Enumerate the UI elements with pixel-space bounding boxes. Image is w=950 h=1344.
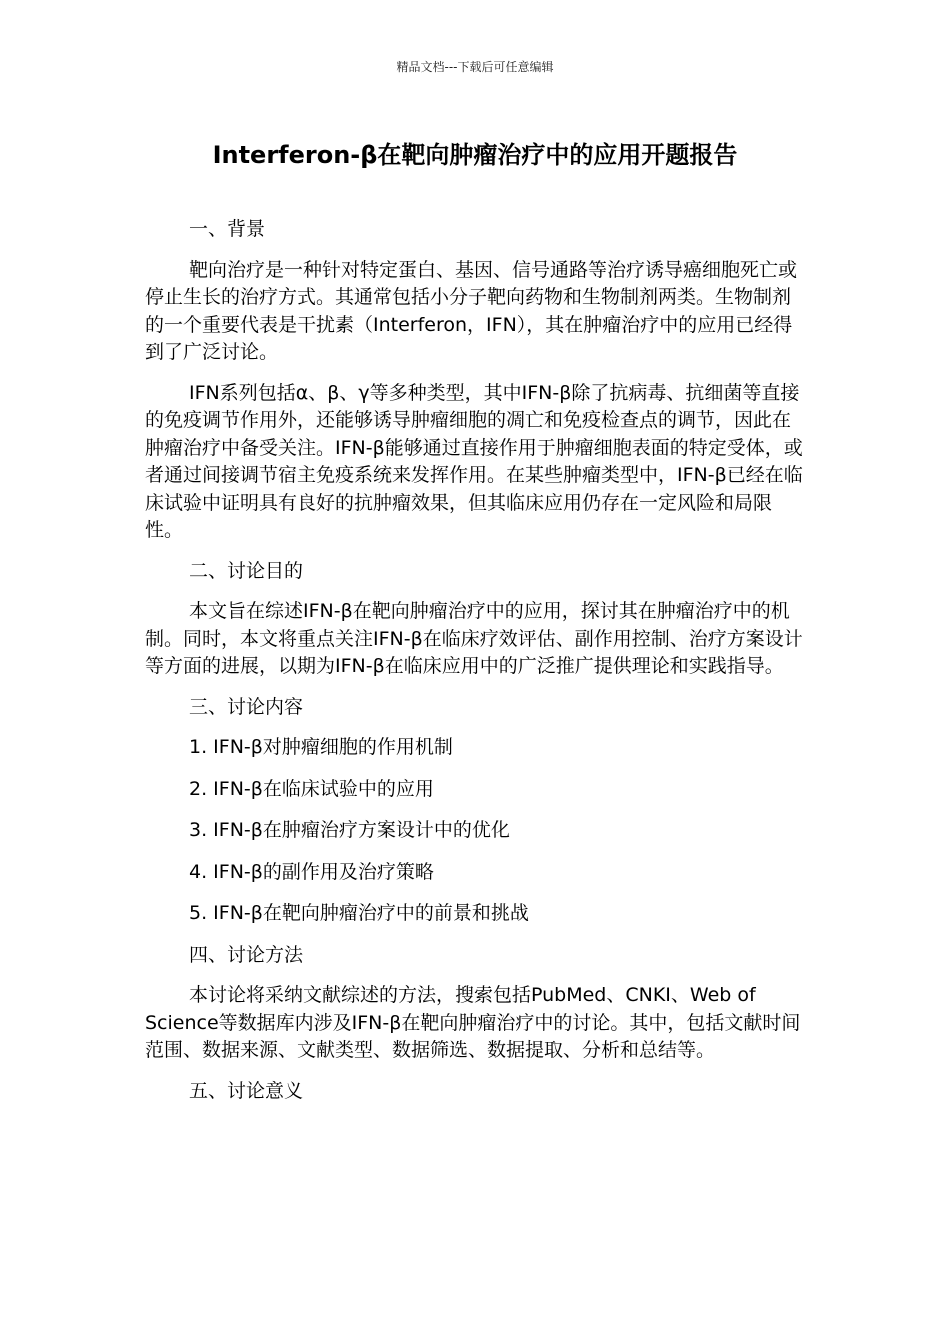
page-header: 精品文档---下载后可任意编辑 [396, 60, 554, 74]
content-list-item: 1. IFN-β对肿瘤细胞的作用机制 [189, 736, 453, 758]
section-heading-background: 一、背景 [189, 218, 266, 240]
content-list-item: 3. IFN-β在肿瘤治疗方案设计中的优化 [189, 819, 510, 841]
content-list-item: 4. IFN-β的副作用及治疗策略 [189, 860, 434, 883]
section-heading-significance: 五、讨论意义 [189, 1079, 304, 1102]
document-title: Interferon-β在靶向肿瘤治疗中的应用开题报告 [212, 141, 738, 169]
section-heading-content: 三、讨论内容 [189, 695, 304, 718]
content-list-item: 5. IFN-β在靶向肿瘤治疗中的前景和挑战 [189, 902, 529, 924]
method-paragraph: 本讨论将采纳文献综述的方法，搜索包括PubMed、CNKI、Web of Science等数据库内涉及IFN-β在靶向肿瘤治疗中的讨论。其中，包括文献时间范围、数据来源、文献类型、数据筛选、数据提取、分析和总结等。 [145, 984, 801, 1061]
document-body [145, 216, 807, 1118]
background-paragraph: 靶向治疗是一种针对特定蛋白、基因、信号通路等治疗诱导癌细胞死亡或停止生长的治疗方式。其通常包括小分子靶向药物和生物制剂两类。生物制剂的一个重要代表是干扰素（Interferon，IFN），其在肿瘤治疗中的应用已经得到了广泛讨论。 [145, 258, 798, 363]
content-list-item: 2. IFN-β在临床试验中的应用 [189, 777, 434, 800]
section-heading-method: 四、讨论方法 [189, 943, 304, 966]
background-paragraph: IFN系列包括α、β、γ等多种类型，其中IFN-β除了抗病毒、抗细菌等直接的免疫调节作用外，还能够诱导肿瘤细胞的凋亡和免疫检查点的调节，因此在肿瘤治疗中备受关注。IFN-β能够通过直接作用于肿瘤细胞表面的特定受体，或者通过间接调节宿主免疫系统来发挥作用。在某些肿瘤类型中，IFN-β已经在临床试验中证明具有良好的抗肿瘤效果，但其临床应用仍存在一定风险和局限性。 [145, 381, 803, 541]
section-heading-purpose: 二、讨论目的 [189, 559, 304, 582]
purpose-paragraph: 本文旨在综述IFN-β在靶向肿瘤治疗中的应用，探讨其在肿瘤治疗中的机制。同时，本文将重点关注IFN-β在临床疗效评估、副作用控制、治疗方案设计等方面的进展，以期为IFN-β在临床应用中的广泛推广提供理论和实践指导。 [145, 600, 803, 677]
